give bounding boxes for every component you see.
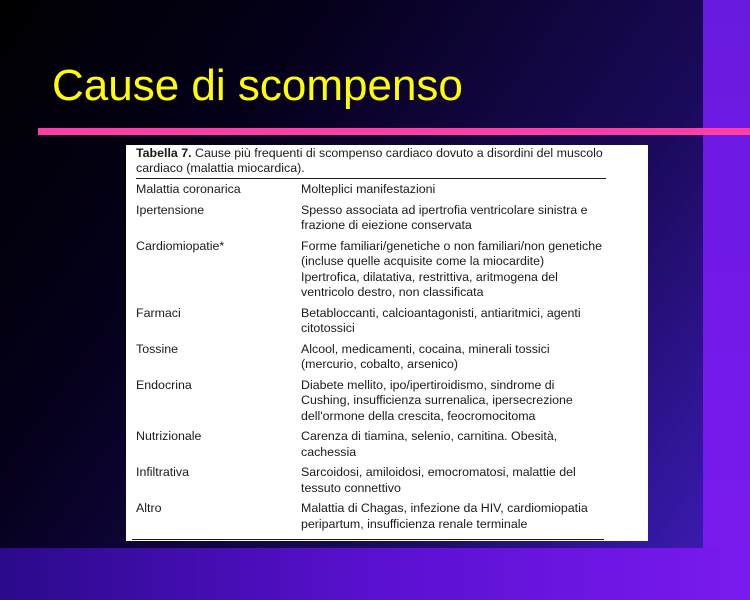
caption-divider: [136, 178, 606, 179]
cause-cell: Nutrizionale: [136, 429, 202, 443]
cause-cell: Ipertensione: [136, 202, 205, 217]
description-cell: Diabete mellito, ipo/ipertiroidismo, sindrome di Cushing, insufficienza surrenalica, ipersecrezione dell'ormone della crescita, feocromocitoma: [301, 377, 573, 423]
table-row: [136, 342, 638, 373]
cause-cell: Malattia coronarica: [136, 182, 241, 196]
cause-cell: Infiltrativa: [136, 465, 190, 479]
cause-cell: Endocrina: [136, 377, 192, 392]
description-cell: Spesso associata ad ipertrofia ventricolare sinistra e frazione di eiezione conservata: [301, 202, 588, 232]
table-body: [136, 182, 638, 532]
table-row: [136, 306, 638, 337]
description-cell: Sarcoidosi, amiloidosi, emocromatosi, malattie del tessuto connettivo: [301, 465, 576, 495]
table-row: [136, 501, 638, 532]
table-caption-label: Tabella 7.: [136, 146, 192, 160]
description-cell: Alcool, medicamenti, cocaina, minerali tossici (mercurio, cobalto, arsenico): [301, 341, 550, 371]
description-cell: Betabloccanti, calcioantagonisti, antiaritmici, agenti citotossici: [301, 305, 581, 335]
title-underline: [38, 128, 750, 135]
slide-title: Cause di scompenso: [52, 61, 463, 110]
table-row: [136, 203, 638, 234]
table-caption: [136, 146, 638, 176]
table-caption-text: Cause più frequenti di scompenso cardiaco dovuto a disordini del muscolo cardiaco (malattia miocardica).: [136, 146, 603, 175]
table-row: [136, 429, 638, 460]
bottom-decor-band: [0, 548, 750, 600]
description-cell: Carenza di tiamina, selenio, carnitina. Obesità, cachessia: [301, 429, 558, 459]
table-image-panel: [126, 145, 648, 541]
description-cell: Malattia di Chagas, infezione da HIV, cardiomiopatia peripartum, insufficienza renale terminale: [301, 501, 588, 531]
table-row: [136, 182, 638, 198]
right-decor-band: [703, 0, 750, 600]
cause-cell: Cardiomiopatie*: [136, 238, 225, 253]
description-cell: Molteplici manifestazioni: [301, 182, 436, 196]
table-bottom-rule: [132, 539, 604, 540]
description-cell: Forme familiari/genetiche o non familiari/non genetiche (incluse quelle acquisite come la miocardite) Ipertrofica, dilatativa, restrittiva, aritmogena del ventricolo destro, non classificata: [301, 238, 602, 299]
table-row: [136, 239, 638, 301]
cause-cell: Altro: [136, 501, 162, 515]
cause-cell: Farmaci: [136, 305, 181, 320]
table-row: [136, 465, 638, 496]
table-row: [136, 378, 638, 425]
cause-cell: Tossine: [136, 341, 179, 356]
